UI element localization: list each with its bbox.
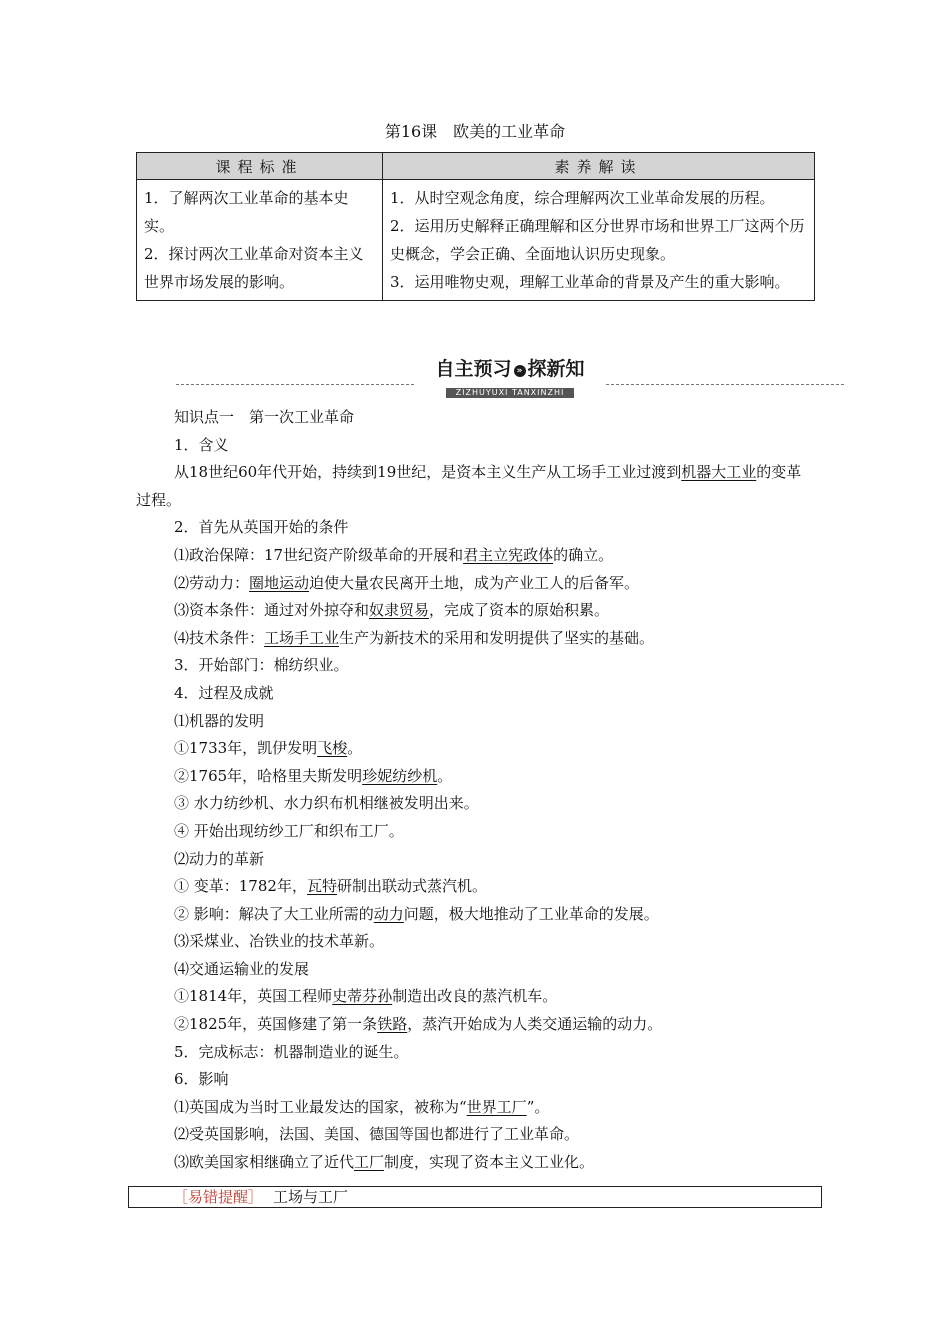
list-item: ⑵受英国影响，法国、美国、德国等国也都进行了工业革命。 bbox=[174, 1125, 580, 1144]
literacy-item: 2．运用历史解释正确理解和区分世界市场和世界工厂这两个历史概念，学会正确、全面地认识历史现象。 bbox=[390, 217, 805, 263]
text: 迫使大量农民离开土地，成为产业工人的后备军。 bbox=[309, 573, 640, 592]
text: ⑴政治保障：17世纪资产阶级革命的开展和 bbox=[174, 545, 464, 564]
list-item bbox=[136, 873, 816, 901]
standards-header-left: 课程标准 bbox=[137, 153, 383, 180]
paragraph bbox=[136, 459, 816, 514]
key-term: 瓦特 bbox=[306, 877, 337, 896]
standards-header-right: 素养解读 bbox=[383, 153, 815, 180]
section-heading: 4．过程及成就 bbox=[174, 683, 274, 702]
sub-heading: ⑵动力的革新 bbox=[174, 849, 265, 868]
list-item bbox=[136, 1149, 816, 1177]
literacy-item: 3．运用唯物史观，理解工业革命的背景及产生的重大影响。 bbox=[390, 273, 790, 291]
list-item bbox=[136, 542, 816, 570]
lesson-title: 第16课 欧美的工业革命 bbox=[384, 122, 566, 141]
tip-tag: ［易错提醒］ bbox=[173, 1188, 264, 1206]
key-term: 史蒂芬孙 bbox=[332, 987, 393, 1006]
text: 的确立。 bbox=[553, 545, 614, 564]
text: 。 bbox=[347, 739, 363, 758]
text: ”。 bbox=[526, 1097, 550, 1116]
text: 问题，极大地推动了工业革命的发展。 bbox=[403, 904, 659, 923]
standards-right-cell bbox=[383, 180, 815, 301]
text: ①1733年，凯伊发明 bbox=[174, 739, 318, 758]
text: 。 bbox=[437, 766, 453, 785]
key-term: 君主立宪政体 bbox=[463, 545, 554, 564]
text: 生产为新技术的采用和发明提供了坚实的基础。 bbox=[339, 628, 655, 647]
key-term: 珍妮纺纱机 bbox=[362, 766, 438, 785]
list-item bbox=[136, 1011, 816, 1039]
key-term: 铁路 bbox=[377, 1015, 408, 1034]
key-term: 世界工厂 bbox=[466, 1097, 527, 1116]
text: ⑵劳动力： bbox=[174, 573, 250, 592]
key-term: 圈地运动 bbox=[249, 573, 310, 592]
list-item bbox=[136, 570, 816, 598]
key-term: 工厂 bbox=[354, 1153, 385, 1172]
key-term: 工场手工业 bbox=[264, 628, 340, 647]
section-heading: 2．首先从英国开始的条件 bbox=[174, 518, 349, 537]
list-item bbox=[136, 901, 816, 929]
section-heading: 5．完成标志：机器制造业的诞生。 bbox=[174, 1042, 409, 1061]
text: ⑷技术条件： bbox=[174, 628, 265, 647]
list-item bbox=[136, 735, 816, 763]
text: ⑶欧美国家相继确立了近代 bbox=[174, 1153, 355, 1172]
text: ，蒸汽开始成为人类交通运输的动力。 bbox=[407, 1015, 663, 1034]
list-item bbox=[136, 625, 816, 653]
text: 研制出联动式蒸汽机。 bbox=[336, 877, 487, 896]
section-heading: 1．含义 bbox=[174, 435, 229, 454]
text: 制造出改良的蒸汽机车。 bbox=[392, 987, 558, 1006]
section-banner bbox=[176, 354, 844, 397]
banner-right-text: 探新知 bbox=[527, 358, 585, 380]
text: 制度，实现了资本主义工业化。 bbox=[384, 1153, 595, 1172]
banner-left-text: 自主预习 bbox=[435, 358, 512, 380]
text: ① 变革：1782年， bbox=[174, 877, 307, 896]
list-item: ③ 水力纺纱机、水力织布机相继被发明出来。 bbox=[174, 794, 479, 813]
literacy-item: 1．从时空观念角度，综合理解两次工业革命发展的历程。 bbox=[390, 189, 775, 207]
banner-pinyin: ZIZHUYUXI TANXINZHI bbox=[446, 388, 575, 398]
text: ② 影响：解决了大工业所需的 bbox=[174, 904, 374, 923]
text: ，完成了资本的原始积累。 bbox=[429, 601, 610, 620]
key-term: 飞梭 bbox=[317, 739, 348, 758]
list-item bbox=[136, 597, 816, 625]
list-item bbox=[136, 983, 816, 1011]
text: 从18世纪60年代开始，持续到19世纪，是资本主义生产从工场手工业过渡到 bbox=[174, 463, 682, 482]
sub-heading: ⑷交通运输业的发展 bbox=[174, 959, 310, 978]
key-term: 动力 bbox=[373, 904, 404, 923]
list-item bbox=[136, 763, 816, 791]
list-item bbox=[136, 1094, 816, 1122]
text: ⑶资本条件：通过对外掠夺和 bbox=[174, 601, 370, 620]
standards-table bbox=[136, 152, 815, 301]
list-item: ④ 开始出现纺纱工厂和织布工厂。 bbox=[174, 821, 404, 840]
text: ①1814年，英国工程师 bbox=[174, 987, 333, 1006]
section-heading: 6．影响 bbox=[174, 1070, 229, 1089]
sub-heading: ⑴机器的发明 bbox=[174, 711, 265, 730]
standard-item: 2．探讨两次工业革命对资本主义世界市场发展的影响。 bbox=[144, 245, 364, 291]
banner-label bbox=[416, 358, 604, 397]
text: ②1765年，哈格里夫斯发明 bbox=[174, 766, 363, 785]
text: ②1825年，英国修建了第一条 bbox=[174, 1015, 378, 1034]
text: ⑴英国成为当时工业最发达的国家，被称为“ bbox=[174, 1097, 467, 1116]
key-term: 奴隶贸易 bbox=[369, 601, 430, 620]
section-heading: 3．开始部门：棉纺织业。 bbox=[174, 656, 349, 675]
sub-heading: ⑶采煤业、冶铁业的技术革新。 bbox=[174, 932, 385, 951]
text: 的变革过程。 bbox=[136, 463, 802, 509]
tip-topic: 工场与工厂 bbox=[273, 1188, 349, 1206]
standard-item: 1．了解两次工业革命的基本史实。 bbox=[144, 189, 349, 235]
lesson-content bbox=[136, 404, 816, 1177]
chevron-right-icon: » bbox=[514, 365, 526, 377]
standards-left-cell bbox=[137, 180, 383, 301]
tip-box bbox=[128, 1186, 822, 1208]
key-term: 机器大工业 bbox=[681, 463, 757, 482]
knowledge-point-heading: 知识点一 第一次工业革命 bbox=[174, 408, 355, 426]
